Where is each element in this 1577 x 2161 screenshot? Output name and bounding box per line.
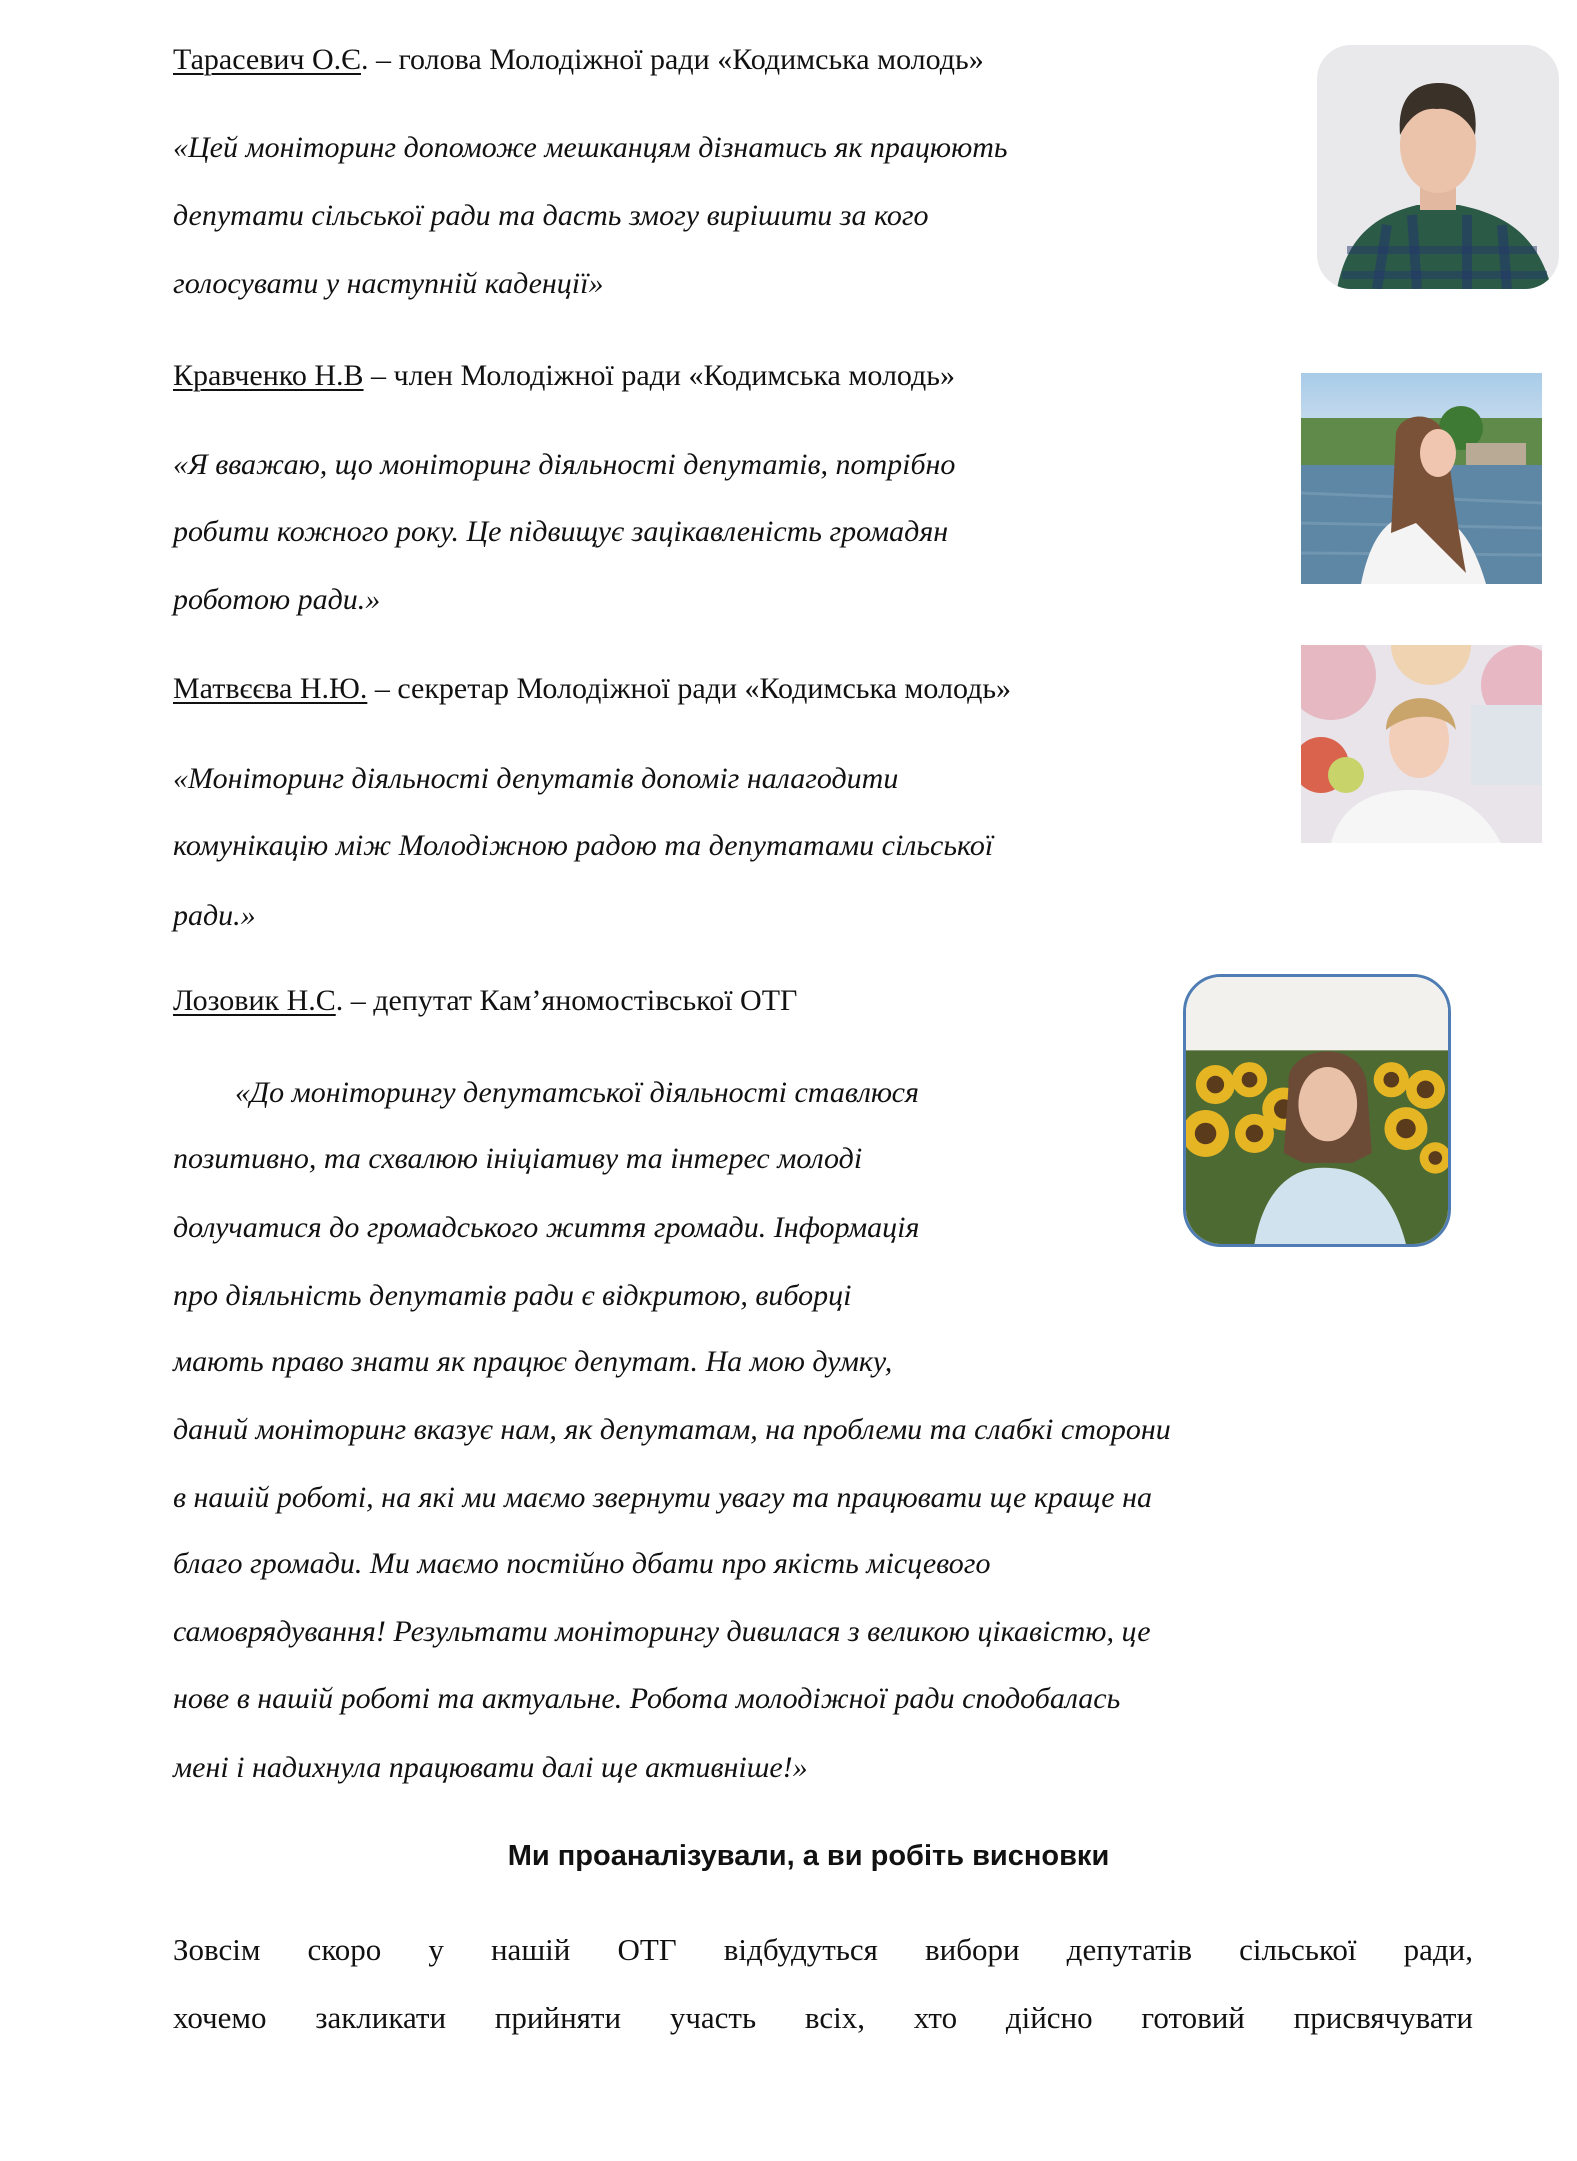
entry-2-header — [173, 356, 955, 396]
entry-3-quote-line: «Моніторинг діяльності депутатів допоміг налагодити — [173, 762, 899, 795]
entry-4-quote-line: нове в нашій роботі та актуальне. Робота молодіжної ради сподобалась — [173, 1682, 1121, 1715]
portrait-photo-3 — [1301, 645, 1542, 843]
woman-flowers-image — [1301, 645, 1542, 843]
entry-4-quote-line: самоврядування! Результати моніторингу дивилася з великою цікавістю, це — [173, 1615, 1151, 1648]
entry-4-quote-line: «До моніторингу депутатської діяльності ставлюся — [235, 1076, 919, 1109]
entry-4-quote-line: про діяльність депутатів ради є відкритою, виборці — [173, 1279, 852, 1312]
portrait-photo-4 — [1183, 974, 1451, 1247]
entry-2-name: Кравченко Н.В — [173, 359, 364, 392]
portrait-photo-2 — [1301, 373, 1542, 584]
closing-paragraph-line: Зовсім скоро у нашій ОТГ відбудуться вибори депутатів сільської ради, — [173, 1932, 1473, 1967]
entry-1-name: Тарасевич О.Є — [173, 43, 361, 76]
entry-1-quote-line: «Цей моніторинг допоможе мешканцям дізнатись як працюють — [173, 131, 1008, 164]
entry-4-quote-line: благо громади. Ми маємо постійно дбати про якість місцевого — [173, 1547, 991, 1580]
entry-4-header — [173, 981, 797, 1021]
entry-1-header — [173, 40, 984, 80]
entry-1-quote-line: голосувати у наступній каденції» — [173, 267, 604, 300]
portrait-photo-1 — [1317, 45, 1559, 289]
section-heading: Ми проаналізували, а ви робіть висновки — [507, 1840, 1110, 1872]
entry-4-role: . – депутат Кам’яномостівської ОТГ — [335, 984, 798, 1017]
entry-2-quote-line: «Я вважаю, що моніторинг діяльності депутатів, потрібно — [173, 448, 956, 481]
entry-4-quote-line: долучатися до громадського життя громади. Інформація — [173, 1211, 920, 1244]
closing-paragraph-line: хочемо закликати прийняти участь всіх, хто дійсно готовий присвячувати — [173, 2000, 1473, 2035]
entry-4-quote-line: в нашій роботі, на які ми маємо звернути увагу та працювати ще краще на — [173, 1481, 1152, 1514]
entry-1-role: . – голова Молодіжної ради «Кодимська молодь» — [360, 43, 984, 76]
entry-4-quote-line: даний моніторинг вказує нам, як депутатам, на проблеми та слабкі сторони — [173, 1413, 1171, 1446]
entry-3-name: Матвєєва Н.Ю. — [173, 672, 368, 705]
entry-4-name: Лозовик Н.С — [173, 984, 336, 1017]
woman-by-lake-image — [1301, 373, 1542, 584]
entry-2-quote-line: робити кожного року. Це підвищує зацікавленість громадян — [173, 515, 949, 548]
entry-3-quote-line: комунікацію між Молодіжною радою та депутатами сільської — [173, 829, 994, 862]
entry-4-quote-line: мені і надихнула працювати далі ще активніше!» — [173, 1751, 808, 1784]
man-portrait-image — [1317, 45, 1559, 289]
entry-4-quote-line: мають право знати як працює депутат. На мою думку, — [173, 1345, 893, 1378]
entry-2-quote-line: роботою ради.» — [173, 583, 381, 616]
entry-3-quote-line: ради.» — [173, 899, 256, 932]
entry-4-quote-line: позитивно, та схвалюю ініціативу та інтерес молоді — [173, 1142, 863, 1175]
entry-1-quote-line: депутати сільської ради та дасть змогу вирішити за кого — [173, 199, 929, 232]
entry-3-header — [173, 669, 1011, 709]
entry-3-role: – секретар Молодіжної ради «Кодимська молодь» — [367, 672, 1012, 705]
woman-sunflowers-image — [1186, 977, 1448, 1244]
entry-2-role: – член Молодіжної ради «Кодимська молодь» — [363, 359, 955, 392]
